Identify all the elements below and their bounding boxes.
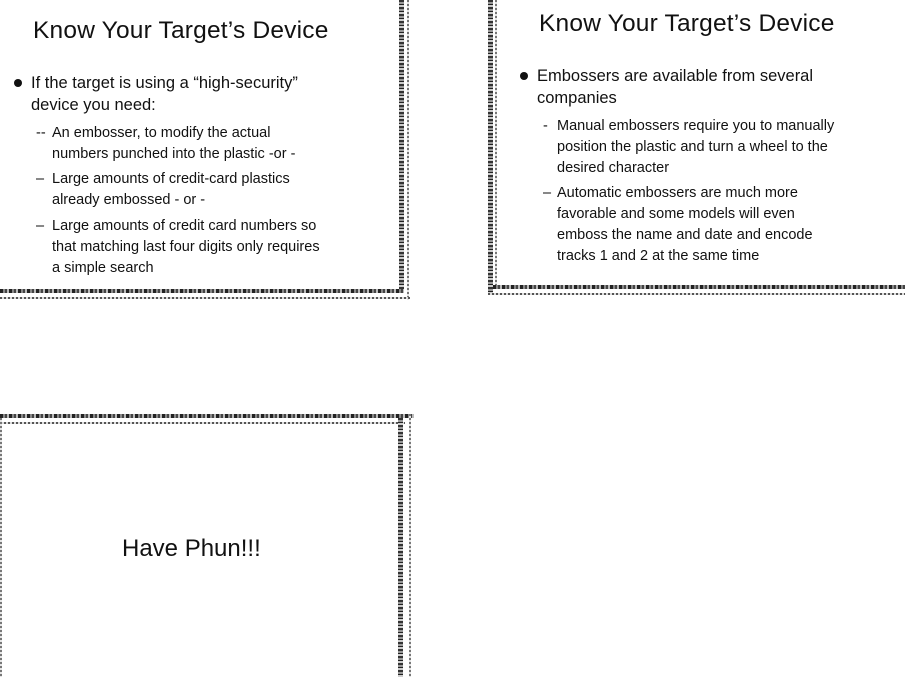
slide-2-bullet: [537, 65, 813, 109]
slide-1-sub-3-line-1: Large amounts of credit card numbers so: [52, 218, 317, 234]
slide-3-left-border: [0, 418, 2, 677]
dash-marker: –: [36, 218, 45, 234]
slide-1-right-border-outer: [407, 0, 409, 300]
slide-1-bullet-line-1: If the target is using a “high-security”: [31, 74, 298, 92]
dash-marker: -: [543, 118, 548, 134]
slide-1-sub-3-line-2: that matching last four digits only requires: [52, 239, 320, 255]
slide-1-sub-2: [36, 169, 290, 211]
dash-marker: --: [36, 125, 46, 141]
slide-3-right-border: [398, 418, 403, 677]
slide-2-sub-1-line-1: Manual embossers require you to manually: [557, 118, 835, 134]
slide-1-sub-1-line-2: numbers punched into the plastic -or -: [52, 146, 296, 162]
slide-1-sub-2-line-1: Large amounts of credit-card plastics: [52, 171, 290, 187]
slide-2-title: Know Your Target’s Device: [539, 10, 835, 37]
slide-1-sub-3-line-3: a simple search: [52, 260, 154, 276]
slide-1-right-border: [399, 0, 404, 292]
slide-2-bullet-line-1: Embossers are available from several: [537, 67, 814, 85]
slide-2-sub-2-line-2: favorable and some models will even: [557, 206, 795, 222]
slide-2-sub-2-line-1: Automatic embossers are much more: [557, 185, 798, 201]
slide-1-bottom-border: [0, 289, 404, 293]
slide-3-top-border: [0, 414, 414, 418]
slide-2-sub-2: [543, 183, 813, 267]
slide-3-top-border-inner: [0, 422, 405, 424]
slide-2-sub-1: [543, 116, 834, 179]
slide-1-sub-1: [36, 123, 295, 165]
slide-1-sub-1-line-1: An embosser, to modify the actual: [52, 125, 271, 141]
slide-2-bottom-border: [493, 285, 905, 289]
bullet-dot-icon: [14, 79, 22, 87]
slide-2-bullet-line-2: companies: [537, 89, 617, 107]
slide-2-left-border: [488, 0, 493, 293]
dash-marker: –: [543, 185, 552, 201]
slide-3-right-border-outer: [409, 414, 411, 677]
slide-1-sub-2-line-2: already embossed - or -: [52, 192, 206, 208]
slide-2: [488, 0, 905, 300]
slide-2-sub-2-line-3: emboss the name and date and encode: [557, 227, 813, 243]
bullet-dot-icon: [520, 72, 528, 80]
slide-2-sub-1-line-2: position the plastic and turn a wheel to the: [557, 139, 828, 155]
slide-1-bottom-border-outer: [0, 297, 410, 299]
slide-1-sub-3: [36, 216, 320, 279]
slide-3-closing-text: Have Phun!!!: [122, 535, 261, 562]
slide-2-sub-1-line-3: desired character: [557, 160, 670, 176]
slide-1-bullet-line-2: device you need:: [31, 96, 156, 114]
slide-2-bottom-border-outer: [488, 293, 905, 295]
slide-1-title: Know Your Target’s Device: [33, 17, 329, 44]
slide-3: [0, 408, 420, 677]
dash-marker: –: [36, 171, 45, 187]
slide-2-sub-2-line-4: tracks 1 and 2 at the same time: [557, 248, 760, 264]
slide-1: [0, 0, 412, 305]
slide-1-bullet: [31, 72, 298, 116]
slide-2-left-border-outer: [495, 0, 497, 286]
